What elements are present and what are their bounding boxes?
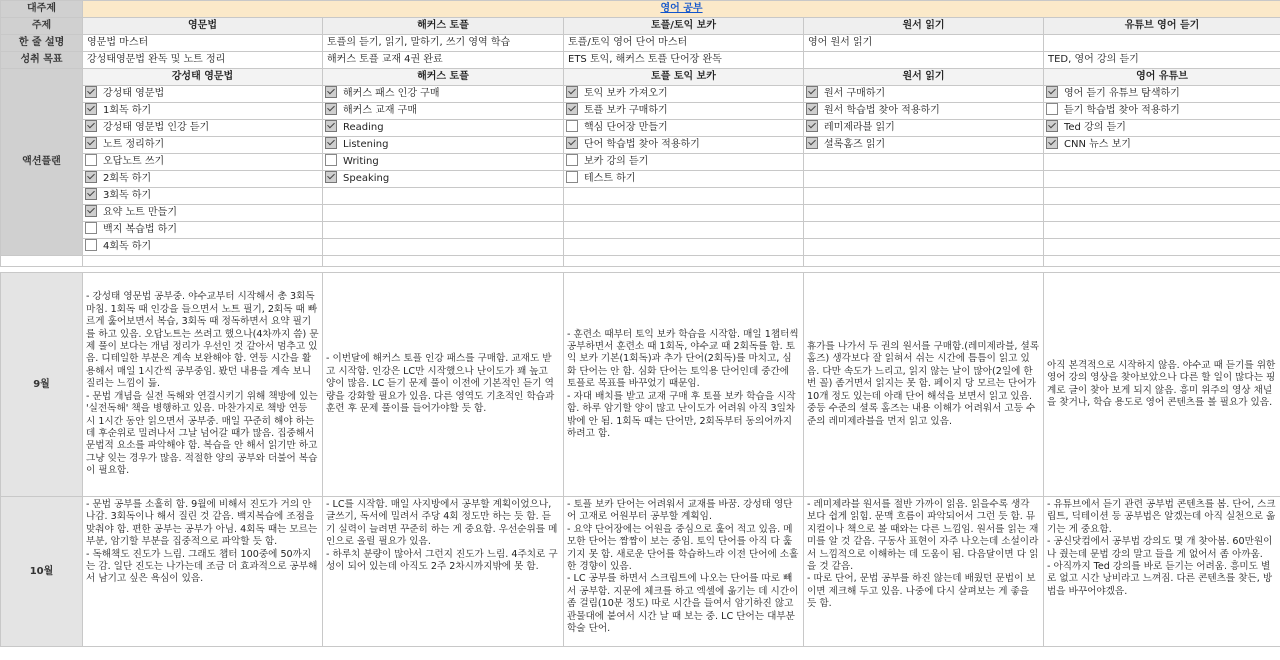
checklist-label: 원서 구매하기 bbox=[824, 88, 886, 99]
description-cell[interactable]: 토플/토익 영어 단어 마스터 bbox=[564, 35, 804, 52]
checklist-cell[interactable] bbox=[804, 86, 1044, 103]
checkbox-checked[interactable] bbox=[325, 120, 337, 132]
checklist-cell bbox=[804, 188, 1044, 205]
checklist-cell bbox=[564, 239, 804, 256]
goal-cell[interactable] bbox=[804, 52, 1044, 69]
checklist-label: 3회독 하기 bbox=[103, 190, 152, 201]
checklist-cell[interactable] bbox=[323, 86, 564, 103]
checklist-cell bbox=[564, 205, 804, 222]
october-note[interactable]: - 문법 공부를 소홀히 함. 9월에 비해서 진도가 거의 안 나감. 3회독이나 해서 질린 것 같음. 백지복습에 조점을 맞춰야 함. 편한 공부는 공부가 아님. 4회독 때는 모르는 부분, 암기할 부분을 집중적으로 파악할 듯 함. - 독해책도 진도가 느림. 그래도 챕터 100중에 50까지는 감. 일단 진도는 나가는데 조금 더 효과적으로 공부해서 남기고 싶은 욕심이 있음. bbox=[83, 497, 323, 647]
column-title: 토플/토익 보카 bbox=[564, 18, 804, 35]
checklist-label: Ted 강의 듣기 bbox=[1064, 122, 1126, 133]
checkbox-checked[interactable] bbox=[325, 86, 337, 98]
checklist-cell bbox=[804, 222, 1044, 239]
big-topic-cell[interactable] bbox=[83, 1, 1280, 18]
checkbox-unchecked[interactable] bbox=[566, 154, 578, 166]
checklist-cell[interactable] bbox=[323, 154, 564, 171]
column-title: 원서 읽기 bbox=[804, 18, 1044, 35]
column-title: 영문법 bbox=[83, 18, 323, 35]
checklist-label: 1회독 하기 bbox=[103, 105, 152, 116]
checkbox-unchecked[interactable] bbox=[85, 154, 97, 166]
checklist-label: 원서 학습법 찾아 적용하기 bbox=[824, 105, 940, 116]
checklist-label: 레미제라블 읽기 bbox=[824, 122, 895, 133]
subheader-cell: 해커스 토플 bbox=[323, 69, 564, 86]
checklist-label: 오답노트 쓰기 bbox=[103, 156, 165, 167]
goal-cell[interactable]: ETS 토익, 해커스 토플 단어장 완독 bbox=[564, 52, 804, 69]
checkbox-checked[interactable] bbox=[85, 103, 97, 115]
checklist-label: 노트 정리하기 bbox=[103, 139, 165, 150]
checklist-label: 4회독 하기 bbox=[103, 241, 152, 252]
checklist-label: 셜록홈즈 읽기 bbox=[824, 139, 886, 150]
checkbox-checked[interactable] bbox=[566, 86, 578, 98]
checklist-cell[interactable] bbox=[804, 137, 1044, 154]
checkbox-checked[interactable] bbox=[806, 103, 818, 115]
checklist-cell[interactable] bbox=[1044, 86, 1280, 103]
column-title: 해커스 토플 bbox=[323, 18, 564, 35]
description-cell[interactable] bbox=[1044, 35, 1280, 52]
checklist-cell bbox=[564, 188, 804, 205]
checklist-label: 테스트 하기 bbox=[584, 173, 636, 184]
checklist-cell[interactable] bbox=[83, 103, 323, 120]
checklist-cell bbox=[564, 222, 804, 239]
checkbox-unchecked[interactable] bbox=[325, 154, 337, 166]
checklist-cell[interactable] bbox=[83, 154, 323, 171]
checklist-label: 보카 강의 듣기 bbox=[584, 156, 649, 167]
checklist-label: 요약 노트 만들기 bbox=[103, 207, 177, 218]
subheader-cell: 토플 토익 보카 bbox=[564, 69, 804, 86]
checklist-cell[interactable] bbox=[564, 86, 804, 103]
empty-cell bbox=[1, 256, 83, 267]
checklist-label: 토익 보카 가져오기 bbox=[584, 88, 668, 99]
empty-cell bbox=[564, 256, 804, 267]
column-title: 유튜브 영어 듣기 bbox=[1044, 18, 1280, 35]
checklist-cell[interactable] bbox=[564, 103, 804, 120]
checklist-label: 해커스 교재 구매 bbox=[343, 105, 417, 116]
checklist-cell[interactable] bbox=[83, 86, 323, 103]
checklist-cell[interactable] bbox=[83, 171, 323, 188]
subheader-cell: 영어 유튜브 bbox=[1044, 69, 1280, 86]
checklist-cell[interactable] bbox=[83, 205, 323, 222]
september-note[interactable]: 휴가를 나가서 두 권의 원서를 구매함.(레미제라블, 셜록홈즈) 생각보다 잘 읽혀서 쉬는 시간에 틈틈이 읽고 있음. 다만 속도가 느리고, 읽지 않는 날이 많아(2일에 한 번 꼴) 좀거면서 읽지는 못 함. 페이지 당 모르는 단어가 10개 정도 있는데 아래 단어 해석을 보면서 읽고 있음. 중등 수준의 셜록 홈즈는 내용 이해가 어려워서 고등 수준의 레미제라블을 먼저 읽고 있음. bbox=[804, 273, 1044, 497]
label-goal: 성취 목표 bbox=[1, 52, 83, 69]
checklist-cell[interactable] bbox=[1044, 137, 1280, 154]
september-note[interactable]: - 이번달에 해커스 토플 인강 패스를 구매함. 교재도 받고 시작함. 인강은 LC만 시작했으나 난이도가 꽤 높고 양이 많음. LC 듣기 문제 풀이 이전에 기본적인 듣기 역량을 강화할 필요가 있음. 다른 영역도 기초적인 학습과 훈련 후 문제 풀이를 들어가야할 듯 함. bbox=[323, 273, 564, 497]
label-october: 10월 bbox=[1, 497, 83, 647]
september-note[interactable]: - 훈련소 때부터 토익 보카 학습을 시작함. 매일 1챕터씩 공부하면서 훈련소 때 1회독, 야수교 때 2회독를 함. 토익 보카 기본(1회독)과 추가 단어(2회독)를 마치고, 심화 단어는 안 함. 심화 단어는 토익용 단어인데 중간에 토플로 목표를 바꾸었기 때문임. - 자대 배치를 받고 교재 구매 후 토플 보카 학습을 시작함. 하루 암기할 양이 많고 난이도가 어려워 아직 3일차 밖에 안 됨. 1회독 때는 단어만, 2회독부터 동의어까지 하려고 함. bbox=[564, 273, 804, 497]
empty-cell bbox=[804, 256, 1044, 267]
checkbox-checked[interactable] bbox=[1046, 86, 1058, 98]
checkbox-checked[interactable] bbox=[806, 137, 818, 149]
empty-cell bbox=[323, 256, 564, 267]
checklist-cell[interactable] bbox=[564, 120, 804, 137]
checklist-cell bbox=[1044, 171, 1280, 188]
checklist-cell bbox=[323, 188, 564, 205]
checklist-cell[interactable] bbox=[323, 103, 564, 120]
checkbox-checked[interactable] bbox=[85, 86, 97, 98]
checklist-label: 핵심 단어장 만들기 bbox=[584, 122, 668, 133]
checklist-label: Speaking bbox=[343, 173, 390, 184]
checklist-label: 영어 듣기 유튜브 탐색하기 bbox=[1064, 88, 1180, 99]
checklist-cell bbox=[1044, 239, 1280, 256]
september-note[interactable]: - 강성태 영문법 공부중. 야수교부터 시작해서 총 3회독 마침. 1회독 때 인강을 들으면서 노트 필기, 2회독 때 빠르게 훑어보면서 복습, 3회독 때 정독하면서 요약 필기를 하고 있음. 오답노트는 쓰려고 했으나(4차까지 씀) 문제 풀이 보다는 개념 정리가 우선인 것 같아서 멈추고 있음. 디테일한 부분은 계속 보완해야 함. 연등 시간을 활용해서 매일 1시간씩 공부중임. 봤던 내용을 계속 보니 질리는 느낌이 듦. - 문법 개념을 실전 독해와 연결시키기 위해 책방에 있는 '실전독해' 책을 병행하고 있음. 마찬가지로 책방 연등 시 1시간 동안 읽으면서 공부중. 매일 꾸준히 해야 하는데 후순위로 밀려나서 그날 넘어갈 때가 많음. 집중해서 문법적 요소를 파악해야 함. 복습을 안 해서 읽기만 하고 그냥 잊는 경우가 많음. 적절한 양의 공부와 더불어 복습이 필요함. bbox=[83, 273, 323, 497]
goal-cell[interactable]: 해커스 토플 교재 4권 완료 bbox=[323, 52, 564, 69]
september-note[interactable]: 아직 본격적으로 시작하지 않음. 야수교 때 듣기를 위한 영어 강의 영상을 찾아보았으나 다른 할 일이 많다는 핑계로 글이 찾아 보게 되지 않음. 흥미 위주의 영상 채널을 찾거나, 학습 용도로 영어 콘텐츠를 볼 필요가 있음. bbox=[1044, 273, 1280, 497]
checklist-cell[interactable] bbox=[804, 103, 1044, 120]
october-note[interactable]: - 레미제라블 원서를 절반 가까이 읽음. 읽을수록 생각 보다 쉽게 읽힘. 문맥 흐름이 파악되어서 그런 듯 함. 뮤지컬이나 책으로 볼 때와는 다른 느낌임. 원서를 읽는 재미를 알 것 같음. 구동사 표현이 자주 나오는데 소설이라서 느낌적으로 이해하는 데 도움이 됨. 다음달이면 다 읽을 것 같음. - 따로 단어, 문법 공부를 하진 않는데 배웠던 문법이 보이면 제크해 두고 있음. 나중에 다시 살펴보는 게 좋을 듯 함. bbox=[804, 497, 1044, 647]
checklist-cell bbox=[804, 171, 1044, 188]
checklist-label: 단어 학습법 찾아 적용하기 bbox=[584, 139, 700, 150]
checklist-cell bbox=[804, 205, 1044, 222]
checklist-cell[interactable] bbox=[564, 171, 804, 188]
description-cell[interactable]: 영어 원서 읽기 bbox=[804, 35, 1044, 52]
checklist-cell[interactable] bbox=[323, 120, 564, 137]
checklist-label: 백지 복습법 하기 bbox=[103, 224, 177, 235]
checklist-cell[interactable] bbox=[83, 120, 323, 137]
checklist-label: 듣기 학습법 찾아 적용하기 bbox=[1064, 105, 1180, 116]
label-action-plan: 액션플랜 bbox=[1, 69, 83, 256]
checkbox-unchecked[interactable] bbox=[566, 120, 578, 132]
checklist-cell[interactable] bbox=[83, 137, 323, 154]
checklist-cell[interactable] bbox=[83, 239, 323, 256]
label-september: 9월 bbox=[1, 273, 83, 497]
checkbox-checked[interactable] bbox=[325, 137, 337, 149]
checkbox-checked[interactable] bbox=[85, 205, 97, 217]
empty-cell bbox=[1044, 256, 1280, 267]
checklist-cell bbox=[323, 239, 564, 256]
october-note[interactable]: - LC를 시작함. 매일 사지방에서 공부할 계획이었으나, 글쓰기, 독서에 밀려서 주당 4회 정도만 하는 듯 함. 듣기 실력이 늘려면 꾸준히 하는 게 중요함. 우선순위를 메인으로 올릴 필요가 있음. - 하루치 분량이 많아서 그런지 진도가 느림. 4주치로 구성이 되어 있는데 아직도 2주 2차시까지밖에 못 함. bbox=[323, 497, 564, 647]
checklist-cell[interactable] bbox=[1044, 103, 1280, 120]
checklist-cell bbox=[1044, 154, 1280, 171]
label-topic: 주제 bbox=[1, 18, 83, 35]
checklist-cell[interactable] bbox=[83, 188, 323, 205]
checkbox-checked[interactable] bbox=[325, 171, 337, 183]
checkbox-checked[interactable] bbox=[1046, 137, 1058, 149]
checklist-cell[interactable] bbox=[83, 222, 323, 239]
checklist-label: Reading bbox=[343, 122, 384, 133]
checklist-cell bbox=[323, 205, 564, 222]
subheader-cell: 원서 읽기 bbox=[804, 69, 1044, 86]
checklist-cell[interactable] bbox=[323, 137, 564, 154]
checkbox-checked[interactable] bbox=[325, 103, 337, 115]
checkbox-checked[interactable] bbox=[85, 137, 97, 149]
label-one-line: 한 줄 설명 bbox=[1, 35, 83, 52]
checklist-label: 강성태 영문법 bbox=[103, 88, 165, 99]
checklist-label: 토플 보카 구매하기 bbox=[584, 105, 668, 116]
checklist-cell[interactable] bbox=[564, 154, 804, 171]
checklist-label: Listening bbox=[343, 139, 389, 150]
checklist-label: Writing bbox=[343, 156, 379, 167]
checklist-cell bbox=[804, 154, 1044, 171]
october-note[interactable]: - 토플 보카 단어는 어려워서 교재를 바꿈. 강성태 영단어 고재로 어원부터 공부할 계획임. - 요약 단어장에는 어원을 중심으로 훑어 적고 있음. 메모한 단어는 짬짬이 보는 중임. 토익 단어를 아직 다 훑기지 못 함. 새로운 단어를 학습하느라 이전 단어에 소홀한 경향이 있음. - LC 공부를 하면서 스크립트에 나오는 단어를 따로 빼서 공부함. 지문에 체크를 하고 엑셀에 옮기는 데 시간이 좀 걸림(10분 정도) 따로 시간을 들여서 암기하진 않고 관물대에 붙여서 시간 날 때 보는 중. LC 단어는 대부분 학술 단어. bbox=[564, 497, 804, 647]
checklist-cell[interactable] bbox=[564, 137, 804, 154]
checklist-cell bbox=[1044, 222, 1280, 239]
checklist-label: CNN 뉴스 보기 bbox=[1064, 139, 1131, 150]
checkbox-unchecked[interactable] bbox=[566, 171, 578, 183]
october-note[interactable]: - 유튜브에서 듣기 관련 공부법 콘텐츠를 봄. 단어, 스크립트, 딕테이션 등 공부법은 알겠는데 아직 실천으로 옮기는 게 중요함. - 공신닷컴에서 공부법 강의도 몇 개 찾아봄. 60만원이나 줬는데 문법 강의 말고 들을 게 없어서 좀 아까움. - 아직까지 Ted 강의를 바로 듣기는 어려움. 흥미도 별로 없고 시간 낭비라고 느껴짐. 다른 콘텐츠를 찾든, 방법을 바꾸어야겠음. bbox=[1044, 497, 1280, 647]
checkbox-checked[interactable] bbox=[806, 120, 818, 132]
description-cell[interactable]: 토플의 듣기, 읽기, 말하기, 쓰기 영역 학습 bbox=[323, 35, 564, 52]
checkbox-checked[interactable] bbox=[566, 137, 578, 149]
checkbox-unchecked[interactable] bbox=[85, 239, 97, 251]
checklist-label: 강성태 영문법 인강 듣기 bbox=[103, 122, 210, 133]
subheader-cell: 강성태 영문법 bbox=[83, 69, 323, 86]
checklist-cell bbox=[323, 222, 564, 239]
checklist-cell[interactable] bbox=[1044, 120, 1280, 137]
checkbox-checked[interactable] bbox=[85, 188, 97, 200]
checkbox-checked[interactable] bbox=[806, 86, 818, 98]
checkbox-unchecked[interactable] bbox=[1046, 103, 1058, 115]
checkbox-unchecked[interactable] bbox=[85, 222, 97, 234]
checklist-cell[interactable] bbox=[323, 171, 564, 188]
big-topic-link[interactable]: 영어 공부 bbox=[660, 3, 703, 14]
label-big-topic: 대주제 bbox=[1, 1, 83, 18]
checklist-label: 해커스 패스 인강 구매 bbox=[343, 88, 440, 99]
checklist-cell[interactable] bbox=[804, 120, 1044, 137]
description-cell[interactable]: 영문법 마스터 bbox=[83, 35, 323, 52]
checkbox-checked[interactable] bbox=[85, 171, 97, 183]
goal-cell[interactable]: TED, 영어 강의 듣기 bbox=[1044, 52, 1280, 69]
checkbox-checked[interactable] bbox=[85, 120, 97, 132]
checklist-cell bbox=[804, 239, 1044, 256]
checklist-cell bbox=[1044, 188, 1280, 205]
checkbox-checked[interactable] bbox=[1046, 120, 1058, 132]
checklist-label: 2회독 하기 bbox=[103, 173, 152, 184]
checkbox-checked[interactable] bbox=[566, 103, 578, 115]
empty-cell bbox=[83, 256, 323, 267]
goal-cell[interactable]: 강성태영문법 완독 및 노트 정리 bbox=[83, 52, 323, 69]
checklist-cell bbox=[1044, 205, 1280, 222]
